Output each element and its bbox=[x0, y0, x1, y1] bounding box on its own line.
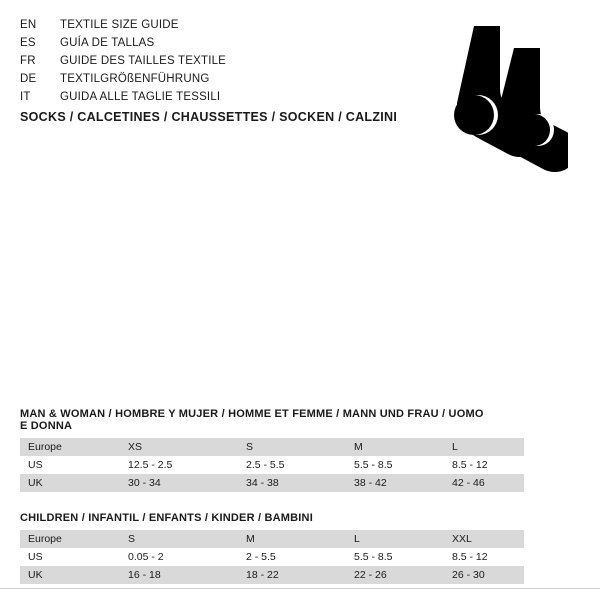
table-cell: L bbox=[346, 530, 444, 548]
language-code: DE bbox=[20, 73, 37, 85]
table-cell: 22 - 26 bbox=[346, 566, 444, 584]
language-code: IT bbox=[20, 91, 31, 103]
table-section-adults bbox=[20, 408, 488, 492]
language-row bbox=[20, 52, 380, 70]
language-row bbox=[20, 70, 380, 88]
socks-icon bbox=[408, 18, 568, 178]
language-row bbox=[20, 88, 380, 106]
table-cell: L bbox=[444, 438, 524, 456]
table-cell: US bbox=[20, 456, 120, 474]
table-row bbox=[20, 530, 524, 548]
table-cell: M bbox=[346, 438, 444, 456]
language-list bbox=[20, 16, 380, 106]
language-label: GUIDA ALLE TAGLIE TESSILI bbox=[60, 91, 221, 103]
page-title: SOCKS / CALCETINES / CHAUSSETTES / SOCKEN / CALZINI bbox=[20, 110, 398, 124]
language-code: EN bbox=[20, 19, 37, 31]
table-cell: 26 - 30 bbox=[444, 566, 524, 584]
size-table-children bbox=[20, 530, 524, 584]
table-cell: UK bbox=[20, 474, 120, 492]
language-row bbox=[20, 34, 380, 52]
table-cell: 8.5 - 12 bbox=[444, 456, 524, 474]
table-row bbox=[20, 456, 524, 474]
table-cell: 2.5 - 5.5 bbox=[238, 456, 346, 474]
table-row bbox=[20, 438, 524, 456]
table-cell: 38 - 42 bbox=[346, 474, 444, 492]
table-cell: 8.5 - 12 bbox=[444, 548, 524, 566]
table-cell: Europe bbox=[20, 438, 120, 456]
language-label: TEXTILGRÖßENFÜHRUNG bbox=[60, 73, 210, 85]
table-cell: Europe bbox=[20, 530, 120, 548]
table-cell: XXL bbox=[444, 530, 524, 548]
table-row bbox=[20, 474, 524, 492]
table-caption: MAN & WOMAN / HOMBRE Y MUJER / HOMME ET FEMME / MANN UND FRAU / UOMO E DONNA bbox=[20, 408, 484, 432]
table-cell: 18 - 22 bbox=[238, 566, 346, 584]
table-cell: US bbox=[20, 548, 120, 566]
language-code: FR bbox=[20, 55, 36, 67]
table-cell: 0.05 - 2 bbox=[120, 548, 238, 566]
table-cell: S bbox=[120, 530, 238, 548]
language-row bbox=[20, 16, 380, 34]
language-label: TEXTILE SIZE GUIDE bbox=[60, 19, 179, 31]
table-cell: 12.5 - 2.5 bbox=[120, 456, 238, 474]
table-cell: 30 - 34 bbox=[120, 474, 238, 492]
language-label: GUIDE DES TAILLES TEXTILE bbox=[60, 55, 227, 67]
table-cell: 5.5 - 8.5 bbox=[346, 456, 444, 474]
table-cell: 16 - 18 bbox=[120, 566, 238, 584]
table-cell: 2 - 5.5 bbox=[238, 548, 346, 566]
table-caption: CHILDREN / INFANTIL / ENFANTS / KINDER / BAMBINI bbox=[20, 512, 313, 524]
table-row bbox=[20, 566, 524, 584]
table-cell: S bbox=[238, 438, 346, 456]
table-section-children bbox=[20, 512, 488, 584]
table-cell: 5.5 - 8.5 bbox=[346, 548, 444, 566]
language-label: GUÍA DE TALLAS bbox=[60, 37, 155, 49]
divider bbox=[0, 588, 600, 589]
table-cell: 42 - 46 bbox=[444, 474, 524, 492]
table-cell: UK bbox=[20, 566, 120, 584]
table-cell: 34 - 38 bbox=[238, 474, 346, 492]
size-table-adults bbox=[20, 438, 524, 492]
table-row bbox=[20, 548, 524, 566]
table-cell: XS bbox=[120, 438, 238, 456]
table-cell: M bbox=[238, 530, 346, 548]
language-code: ES bbox=[20, 37, 36, 49]
